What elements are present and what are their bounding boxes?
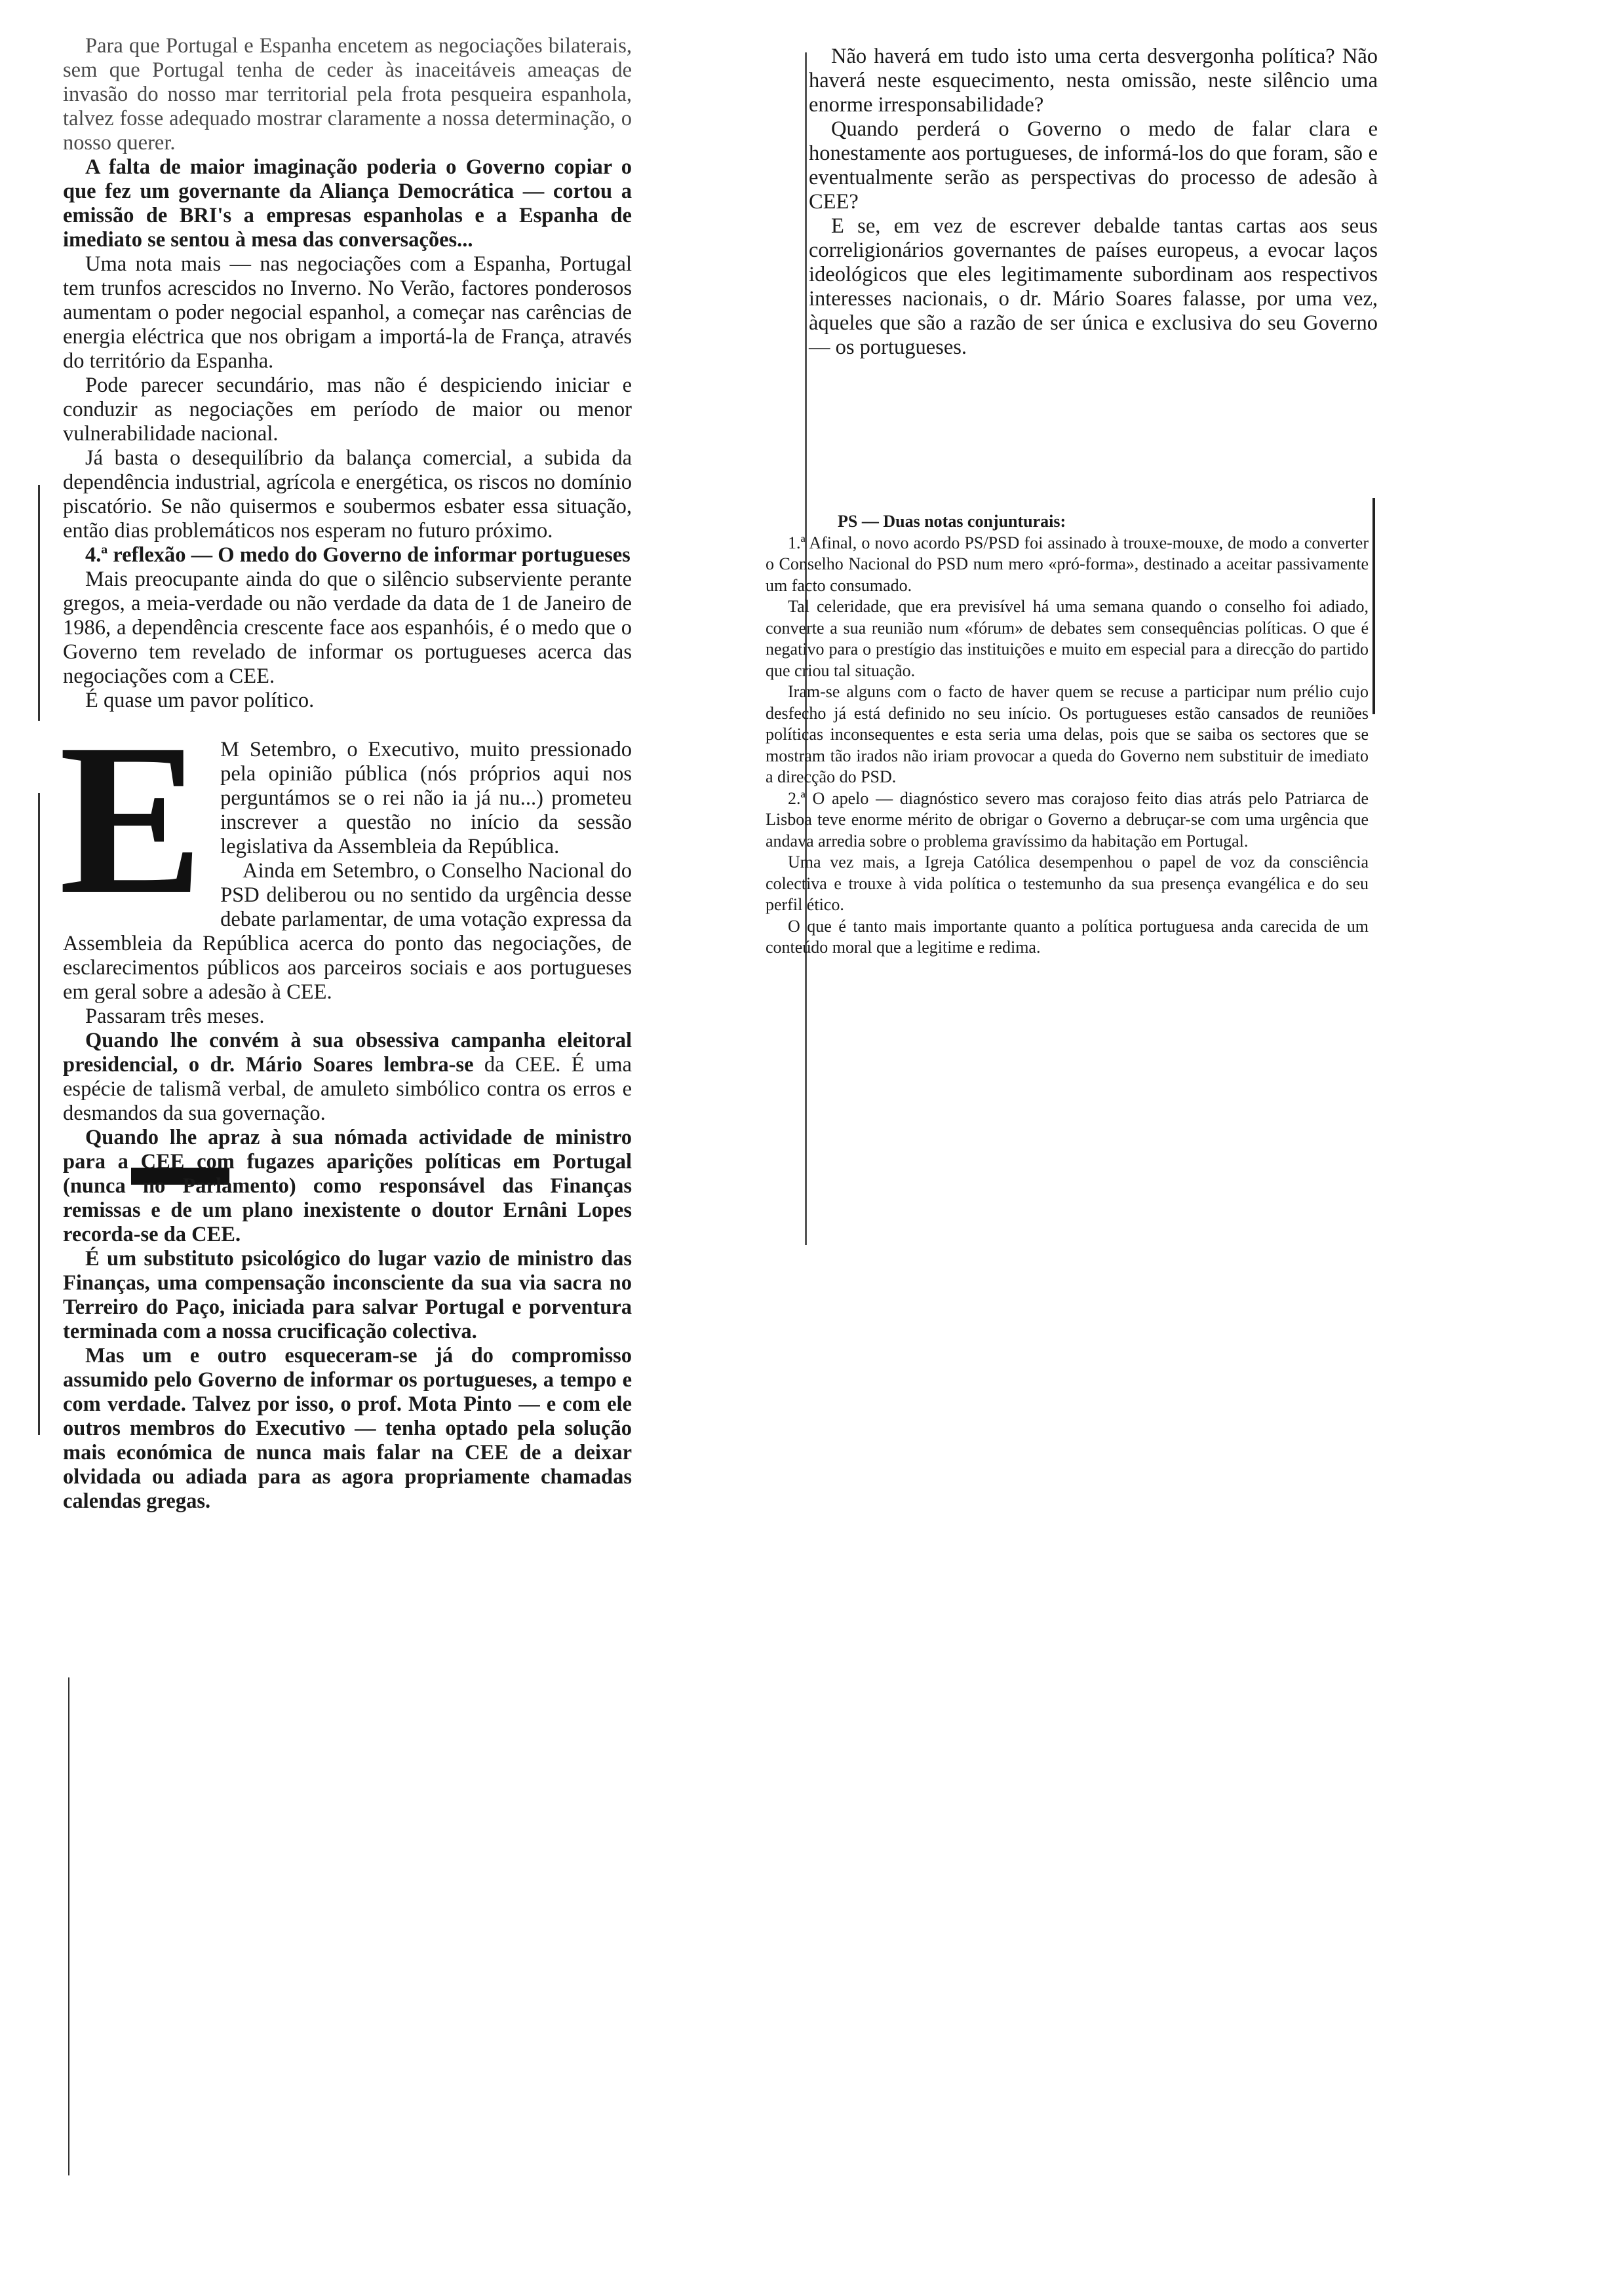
paragraph: Uma nota mais — nas negociações com a Espanha, Portugal tem trunfos acrescidos no Inverno. No Verão, factores ponderosos aumentam o poder negocial espanhol, a começar nas carências de energia eléctrica que nos obrigam a importá-la de França, através do território da Espanha. xyxy=(63,252,632,373)
dropcap-letter: E xyxy=(59,700,204,939)
paragraph: Ainda em Setembro, o Conselho Nacional do PSD deliberou ou no sentido da urgência desse debate parlamentar, de uma votação expressa da Assembleia da República acerca do ponto das negociações, de esclarecimentos públicos aos parceiros sociais e aos portugueses em geral sobre a adesão à CEE. xyxy=(63,859,632,1004)
paragraph: Passaram três meses. xyxy=(85,1004,265,1028)
box-right-rule xyxy=(1372,498,1375,714)
box-paragraph: Tal celeridade, que era previsível há uma semana quando o conselho foi adiado, converte a sua reunião num «fórum» de debates sem consequências políticas. O que é negativo para o prestígio das instituições e muito em especial para a direcção do partido que criou tal situação. xyxy=(766,597,1369,680)
paragraph: Pode parecer secundário, mas não é despiciendo iniciar e conduzir as negociações em período de maior ou menor vulnerabilidade nacional. xyxy=(63,373,632,446)
paragraph: Mais preocupante ainda do que o silêncio subserviente perante gregos, a meia-verdade ou não verdade da data de 1 de Janeiro de 1986, a dependência crescente face aos espanhóis, é o medo que o Governo tem revelado de informar os portugueses acerca das negociações com a CEE. xyxy=(63,567,632,688)
paragraph: E se, em vez de escrever debalde tantas cartas aos seus correligionários governantes de países europeus, a evocar laços ideológicos que eles legitimamente subordinam aos respectivos interesses nacionais, o dr. Mário Soares falasse, por uma vez, àqueles que são a razão de ser única e exclusiva do seu Governo — os portugueses. xyxy=(809,214,1378,359)
left-column xyxy=(59,34,632,1514)
paragraph-rest: da CEE. É uma espécie de talismã verbal, de amuleto simbólico contra os erros e desmandos da sua governação. xyxy=(63,1053,632,1125)
box-heading: PS — Duas notas conjunturais: xyxy=(838,512,1066,531)
box-paragraph: Iram-se alguns com o facto de haver quem se recuse a participar num prélio cujo desfecho já está definido no seu início. Os portugueses estão cansados de reuniões políticas inconsequentes e esta seria uma delas, pois que se saiba os sectores que se mostram tão irados não iriam provocar a queda do Governo nem substituir de imediato a direcção do PSD. xyxy=(766,682,1369,786)
paragraph xyxy=(63,1029,632,1126)
paragraph: Não haverá em tudo isto uma certa desvergonha política? Não haverá neste esquecimento, nesta omissão, neste silêncio uma enorme irresponsabilidade? xyxy=(809,45,1378,117)
margin-scan-mark xyxy=(38,793,40,1435)
paragraph: Para que Portugal e Espanha encetem as negociações bilaterais, sem que Portugal tenha de ceder às inaceitáveis ameaças de invasão do nosso mar territorial pela frota pesqueira espanhola, talvez fosse adequado mostrar claramente a nossa determinação, o nosso querer. xyxy=(63,34,632,155)
paragraph: Já basta o desequilíbrio da balança comercial, a subida da dependência industrial, agrícola e energética, os riscos no domínio piscatório. Se não quisermos e soubermos esbater essa situação, então dias problemáticos nos esperam no futuro próximo. xyxy=(63,446,632,543)
paragraph: É quase um pavor político. xyxy=(85,689,315,712)
ps-note-box xyxy=(766,511,1369,959)
box-paragraph: 2.ª O apelo — diagnóstico severo mas corajoso feito dias atrás pelo Patriarca de Lisboa teve enorme mérito de obrigar o Governo a debruçar-se com uma urgência que andava arredia sobre o problema gravíssimo da habitação em Portugal. xyxy=(766,788,1369,851)
paragraph: M Setembro, o Executivo, muito pressionado pela opinião pública (nós próprios aqui nos perguntámos se o rei não ia já nu...) prometeu inscrever a questão no início da sessão legislativa da Assembleia da República. xyxy=(220,738,632,858)
paragraph: Mas um e outro esqueceram-se já do compromisso assumido pelo Governo de informar os portugueses, a tempo e com verdade. Talvez por isso, o prof. Mota Pinto — e com ele outros membros do Executivo — tenha optado pela solução mais económica de nunca mais falar na CEE de a deixar olvidada ou adiada para as agora propriamente chamadas calendas gregas. xyxy=(63,1344,632,1513)
paragraph: A falta de maior imaginação poderia o Governo copiar o que fez um governante da Aliança Democrática — cortou a emissão de BRI's a empresas espanholas e a Espanha de imediato se sentou à mesa das conversações... xyxy=(63,155,632,252)
right-column xyxy=(809,45,1378,360)
section-heading: 4.ª reflexão — O medo do Governo de informar portugueses xyxy=(85,543,631,567)
box-paragraph: 1.ª Afinal, o novo acordo PS/PSD foi assinado à trouxe-mouxe, de modo a converter o Conselho Nacional do PSD num mero «pró-forma», destinado a aceitar passivamente um facto consumado. xyxy=(766,533,1369,595)
box-paragraph: Uma vez mais, a Igreja Católica desempenhou o papel de voz da consciência colectiva e trouxe à vida política o testemunho da sua presença evangélica e do seu perfil ético. xyxy=(766,852,1369,914)
paragraph: Quando lhe apraz à sua nómada actividade de ministro para a CEE com fugazes aparições políticas em Portugal (nunca no Parlamento) como responsável das Finanças remissas e de um plano inexistente o doutor Ernâni Lopes recorda-se da CEE. xyxy=(63,1126,632,1246)
paragraph: É um substituto psicológico do lugar vazio de ministro das Finanças, uma compensação inconsciente da sua via sacra no Terreiro do Paço, iniciada para salvar Portugal e porventura terminada com a nossa crucificação colectiva. xyxy=(63,1247,632,1343)
margin-scan-mark xyxy=(68,1677,69,2175)
paragraph: Quando perderá o Governo o medo de falar clara e honestamente aos portugueses, de informá-los do que foram, são e eventualmente serão as perspectivas do processo de adesão à CEE? xyxy=(809,117,1378,214)
bold-lead: Quando lhe convém à sua obsessiva campanha eleitoral presidencial, o dr. Mário Soares lembra-se xyxy=(63,1029,632,1077)
margin-scan-mark xyxy=(38,485,40,721)
box-paragraph: O que é tanto mais importante quanto a política portuguesa anda carecida de um conteúdo moral que a legitime e redima. xyxy=(766,916,1369,957)
